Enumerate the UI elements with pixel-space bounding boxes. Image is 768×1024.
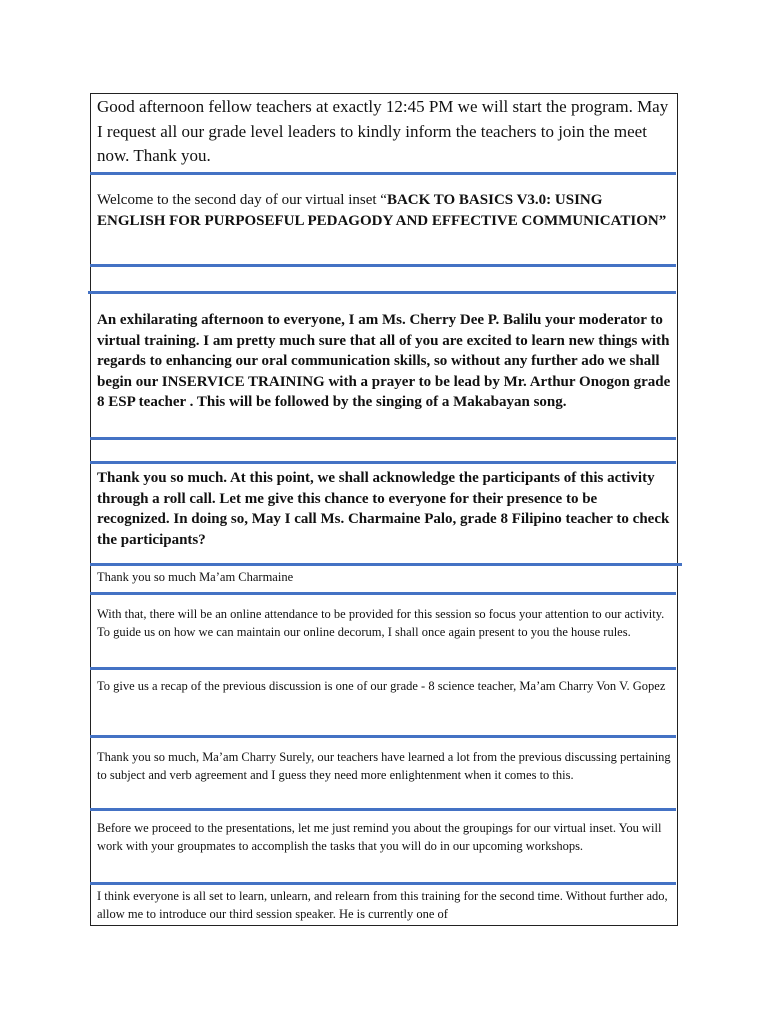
row-separator — [88, 291, 676, 294]
greeting-text: Good afternoon fellow teachers at exactly 12:45 PM we will start the program. May I request all our grade level leaders to kindly inform the teachers to join the meet now. Thank you. — [97, 97, 669, 165]
row-separator — [90, 437, 676, 440]
moderator-intro-paragraph — [91, 310, 677, 413]
row-separator — [90, 667, 676, 670]
row-separator — [90, 735, 676, 738]
row-separator — [90, 172, 676, 175]
moderator-intro-text: An exhilarating afternoon to everyone, I am Ms. Cherry Dee P. Balilu your moderator to virtual training. I am pretty much sure that all of you are excited to learn new things with regards to enhancing our oral communication skills, so without any further ado we shall begin our INSERVICE TRAINING with a prayer to be lead by Mr. Arthur Onogon grade 8 ESP teacher . This will be followed by the singing of a Makabayan song. — [97, 312, 671, 410]
row-separator — [90, 563, 682, 566]
recap-text: To give us a recap of the previous discussion is one of our grade - 8 science teacher, Ma’am Charry Von V. Gopez — [97, 679, 666, 693]
inset-title: BACK TO BASICS V3.0: USING ENGLISH FOR PURPOSEFUL PEDAGODY AND EFFECTIVE COMMUNICATION” — [97, 192, 667, 229]
roll-call-paragraph — [91, 468, 677, 550]
thanks-charmaine-text: Thank you so much Ma’am Charmaine — [97, 570, 294, 584]
thanks-charry-text: Thank you so much, Ma’am Charry Surely, our teachers have learned a lot from the previous discussing pertaining to subject and verb agreement and I guess they need more enlightenment when it comes to this. — [97, 750, 671, 782]
speaker-intro-paragraph — [91, 888, 677, 923]
recap-paragraph — [91, 678, 677, 696]
groupings-paragraph — [91, 820, 677, 855]
attendance-paragraph — [91, 606, 677, 641]
attendance-text: With that, there will be an online attendance to be provided for this session so focus your attention to our activity. To guide us on how we can maintain our online decorum, I shall once again present to you the house rules. — [97, 607, 665, 639]
row-separator — [90, 264, 676, 267]
roll-call-text: Thank you so much. At this point, we shall acknowledge the participants of this activity through a roll call. Let me give this chance to everyone for their presence to be recognized. In doing so, May I call Ms. Charmaine Palo, grade 8 Filipino teacher to check the participants? — [97, 470, 670, 548]
row-separator — [90, 461, 676, 464]
groupings-text: Before we proceed to the presentations, let me just remind you about the groupings for our virtual inset. You will work with your groupmates to accomplish the tasks that you will do in our upcoming workshops. — [97, 821, 662, 853]
thanks-charry-paragraph — [91, 749, 677, 784]
welcome-text: Welcome to the second day of our virtual inset “ — [97, 192, 387, 208]
thanks-charmaine-paragraph — [91, 569, 677, 587]
script-document — [90, 93, 678, 926]
row-separator — [90, 882, 676, 885]
speaker-intro-text: I think everyone is all set to learn, unlearn, and relearn from this training for the second time. Without further ado, allow me to introduce our third session speaker. He is currently one of — [97, 889, 668, 921]
greeting-paragraph — [91, 95, 677, 169]
welcome-paragraph — [91, 190, 677, 231]
row-separator — [90, 592, 676, 595]
row-separator — [90, 808, 676, 811]
